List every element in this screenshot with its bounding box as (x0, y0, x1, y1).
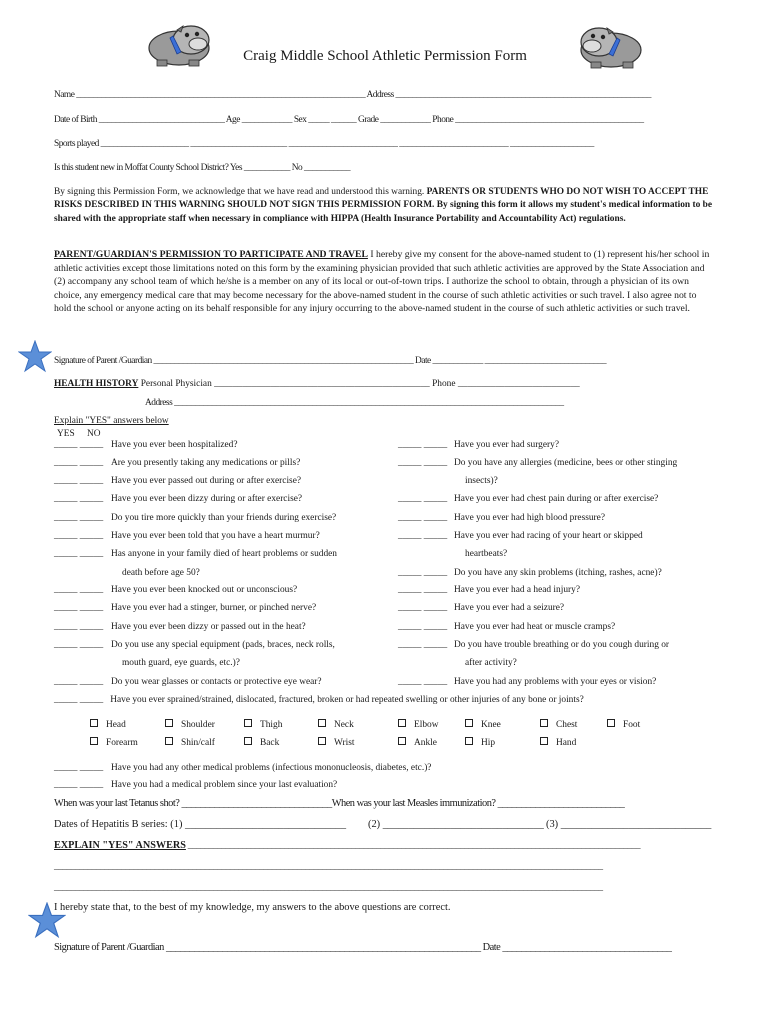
body-part-label: Foot (623, 720, 641, 730)
answer-blanks[interactable]: _____ _____ (54, 476, 104, 486)
question-text: Do you use any special equipment (pads, braces, neck rolls, (111, 640, 335, 650)
question-text: Have you ever been dizzy during or after exercise? (111, 494, 303, 504)
question-text: heartbeats? (465, 549, 508, 559)
yes-column-header: YES (57, 429, 75, 439)
question-row (398, 585, 580, 595)
explain-line-3[interactable]: ___________________________________________________________________________________________________________________________________ (54, 883, 603, 893)
answer-blanks[interactable]: _____ _____ (398, 531, 448, 541)
question-row (398, 531, 643, 541)
question-row (398, 603, 564, 613)
question-text: Have you had a medical problem since your last evaluation? (111, 780, 338, 790)
body-part-checkbox[interactable] (244, 737, 279, 748)
body-part-label: Back (260, 738, 280, 748)
warning-paragraph (54, 186, 714, 226)
body-part-label: Shoulder (181, 720, 215, 730)
explain-line-2[interactable]: ___________________________________________________________________________________________________________________________________ (54, 862, 603, 872)
checkbox-icon[interactable] (398, 737, 406, 745)
body-part-label: Thigh (260, 720, 283, 730)
immunization-dates-field[interactable]: When was your last Tetanus shot? ________________________________When was your last Measles immunization? ___________________________ (54, 798, 625, 809)
question-text: Do you have trouble breathing or do you cough during or (454, 640, 670, 650)
checkbox-icon[interactable] (540, 737, 548, 745)
answer-blanks[interactable]: _____ _____ (398, 622, 448, 632)
checkbox-icon[interactable] (318, 737, 326, 745)
body-part-checkbox[interactable] (90, 737, 138, 748)
checkbox-icon[interactable] (318, 719, 326, 727)
hepatitis-b-field-2[interactable]: (2) _______________________________ (368, 819, 544, 830)
explain-answers-heading: EXPLAIN "YES" ANSWERS (54, 840, 186, 851)
answer-blanks[interactable]: _____ _____ (54, 440, 104, 450)
body-part-checkbox[interactable] (165, 719, 215, 730)
question-row (54, 603, 316, 613)
question-text: Have you had any other medical problems (infectious mononucleosis, diabetes, etc.)? (111, 763, 432, 773)
checkbox-icon[interactable] (165, 719, 173, 727)
question-row (398, 677, 656, 687)
question-text: Have you ever had surgery? (454, 440, 559, 450)
no-column-header: NO (87, 429, 101, 439)
body-part-checkbox[interactable] (244, 719, 282, 730)
question-row (54, 622, 306, 632)
answer-blanks[interactable]: _____ _____ (54, 494, 104, 504)
answer-blanks[interactable]: _____ _____ (398, 677, 448, 687)
answer-blanks[interactable]: _____ _____ (398, 458, 448, 468)
name-address-field[interactable]: Name _____________________________________________________________________ Address _____________________________________________________________ (54, 90, 651, 100)
question-row (398, 622, 615, 632)
question-text: Have you ever been hospitalized? (111, 440, 238, 450)
checkbox-icon[interactable] (398, 719, 406, 727)
new-student-field[interactable]: Is this student new in Moffat County School District? Yes ___________ No ___________ (54, 163, 351, 173)
permission-heading: PARENT/GUARDIAN'S PERMISSION TO PARTICIPATE AND TRAVEL (54, 249, 368, 260)
question-text: Do you have any skin problems (itching, rashes, acne)? (454, 568, 662, 578)
body-part-label: Shin/calf (181, 738, 215, 748)
answer-blanks[interactable]: _____ _____ (54, 622, 104, 632)
question-row (465, 549, 507, 559)
dob-age-sex-grade-phone-field[interactable]: Date of Birth ______________________________ Age ____________ Sex _____ ______ Grade ____________ Phone _____________________________________________ (54, 115, 644, 125)
health-history-heading: HEALTH HISTORY (54, 379, 139, 389)
answer-blanks[interactable]: _____ _____ (398, 585, 448, 595)
hepatitis-b-series-label[interactable]: Dates of Hepatitis B series: (1) _______________________________ (54, 819, 347, 830)
question-text: Do you wear glasses or contacts or protective eye wear? (111, 677, 322, 687)
question-text: Have you ever been told that you have a heart murmur? (111, 531, 320, 541)
explain-line-1[interactable]: ____________________________________________________________________________________________________________ (185, 841, 640, 851)
answer-blanks[interactable]: _____ _____ (54, 677, 104, 687)
question-row (398, 568, 662, 578)
explain-yes-note: Explain "YES" answers below (54, 416, 169, 426)
question-text: Have you had any problems with your eyes or vision? (454, 677, 657, 687)
question-text: Have you ever been knocked out or unconscious? (111, 585, 298, 595)
checkbox-icon[interactable] (90, 719, 98, 727)
question-row (54, 531, 320, 541)
question-row (465, 658, 517, 668)
checkbox-icon[interactable] (244, 719, 252, 727)
question-row (398, 440, 559, 450)
answer-blanks[interactable]: _____ _____ (398, 640, 448, 650)
body-part-checkbox[interactable] (607, 719, 640, 730)
sports-played-field[interactable]: Sports played _____________________ _______________________ __________________________ __________________________ ____________________ (54, 139, 594, 149)
question-text: Do you tire more quickly than your friends during exercise? (111, 513, 337, 523)
question-text: death before age 50? (122, 568, 200, 578)
body-part-label: Neck (334, 720, 354, 730)
answer-blanks[interactable]: _____ _____ (398, 603, 448, 613)
checkbox-icon[interactable] (465, 719, 473, 727)
question-text: Have you ever had racing of your heart or skipped (454, 531, 643, 541)
body-part-checkbox[interactable] (465, 719, 501, 730)
question-row (122, 568, 200, 578)
answer-blanks[interactable]: _____ _____ (54, 763, 104, 773)
body-part-label: Chest (556, 720, 578, 730)
question-row (54, 494, 302, 504)
question-row (465, 476, 498, 486)
warning-text: By signing this Permission Form, we acknowledge that we have read and understood this warning. (54, 187, 427, 197)
question-row (398, 458, 677, 468)
body-part-label: Ankle (414, 738, 437, 748)
body-part-checkbox[interactable] (540, 737, 576, 748)
answer-blanks[interactable]: _____ _____ (54, 513, 104, 523)
answer-blanks[interactable]: _____ _____ (398, 494, 448, 504)
question-text: Have you ever had a head injury? (454, 585, 580, 595)
checkbox-icon[interactable] (540, 719, 548, 727)
answer-blanks[interactable]: _____ _____ (54, 549, 104, 559)
body-part-checkbox[interactable] (318, 737, 354, 748)
sprain-question (54, 695, 584, 705)
question-text: mouth guard, eye guards, etc.)? (122, 658, 240, 668)
checkbox-icon[interactable] (165, 737, 173, 745)
question-row (54, 585, 297, 595)
question-row (54, 458, 300, 468)
checkbox-icon[interactable] (90, 737, 98, 745)
body-part-checkbox[interactable] (465, 737, 495, 748)
body-part-checkbox[interactable] (318, 719, 354, 730)
body-part-label: Wrist (334, 738, 355, 748)
question-row (398, 513, 605, 523)
question-text: Have you ever had a seizure? (454, 603, 565, 613)
question-row (122, 658, 240, 668)
question-row (54, 476, 301, 486)
permission-text: I hereby give my consent for the above-named student to (1) represent his/her school in athletic activities except those limitations noted on this form by the examining physician provided that such athletic activities are approved by the State Association and (2) accompany any school team of which he/she is a member on any of its local or out-of-town trips. I authorize the school to obtain, through a physician of its own choice, any emergency medical care that may become necessary for the above-named student in the course of such athletic activities or such travel. I also agree not to hold the school or anyone acting on its behalf responsible for any injury occurring to the above-named student in the course of such athletic activities or such travel. (54, 249, 710, 315)
answer-blanks[interactable]: _____ _____ (54, 531, 104, 541)
physician-phone-field[interactable]: Personal Physician ______________________________________________ Phone __________________________ (138, 379, 580, 389)
question-row (54, 640, 335, 650)
question-text: Have you ever had a stinger, burner, or pinched nerve? (111, 603, 317, 613)
question-text: Have you ever sprained/strained, dislocated, fractured, broken or had repeated swelling or other injuries of any bone or joints? (110, 695, 584, 705)
body-part-label: Head (106, 720, 126, 730)
answer-blanks[interactable]: _____ _____ (54, 585, 104, 595)
question-row (54, 780, 337, 790)
body-part-checkbox[interactable] (398, 719, 438, 730)
answer-blanks[interactable]: _____ _____ (54, 780, 104, 790)
body-part-label: Elbow (414, 720, 439, 730)
answer-blanks[interactable]: _____ _____ (54, 603, 104, 613)
body-part-label: Hand (556, 738, 577, 748)
checkbox-icon[interactable] (244, 737, 252, 745)
explain-answers-row (54, 840, 640, 851)
question-text: after activity? (465, 658, 517, 668)
answer-blanks[interactable]: _____ _____ (398, 440, 448, 450)
form-title: Craig Middle School Athletic Permission Form (243, 48, 527, 64)
question-text: Have you ever had heat or muscle cramps? (454, 622, 616, 632)
answer-blanks[interactable]: _____ _____ (54, 640, 104, 650)
hepatitis-b-field-3[interactable]: (3) _____________________________ (546, 819, 712, 830)
answer-blanks[interactable]: _____ _____ (54, 695, 104, 705)
physician-address-field[interactable]: Address _____________________________________________________________________________________________ (145, 398, 564, 408)
star-icon (18, 340, 52, 374)
question-text: insects)? (465, 476, 498, 486)
question-text: Do you have any allergies (medicine, bees or other stinging (454, 458, 678, 468)
answer-blanks[interactable]: _____ _____ (398, 568, 448, 578)
question-row (54, 440, 238, 450)
parent-signature-line-2[interactable]: Signature of Parent /Guardian ___________________________________________________________________ Date ____________________________________ (54, 942, 672, 953)
body-part-label: Knee (481, 720, 501, 730)
question-text: Has anyone in your family died of heart problems or sudden (111, 549, 337, 559)
question-row (54, 513, 336, 523)
body-part-checkbox[interactable] (540, 719, 577, 730)
body-part-checkbox[interactable] (398, 737, 437, 748)
body-part-label: Forearm (106, 738, 138, 748)
parent-signature-line[interactable]: Signature of Parent /Guardian ______________________________________________________________ Date ____________ _____________________________ (54, 356, 607, 366)
health-history-row (54, 379, 580, 389)
question-row (398, 640, 669, 650)
warning-bold-text: PARENTS OR STUDENTS WHO DO NOT WISH TO ACCEPT THE RISKS DESCRIBED IN THIS WARNING SHOULD NOT SIGN THIS PERMISSION FORM. By signing this form it allows my student's medical information to be shared with the appropriate staff when necessary in compliance with HIPPA (Health Insurance Portability and Accountability Act) regulations. (54, 187, 713, 224)
question-text: Have you ever had chest pain during or after exercise? (454, 494, 659, 504)
checkbox-icon[interactable] (465, 737, 473, 745)
body-part-label: Hip (481, 738, 496, 748)
statement-text: I hereby state that, to the best of my knowledge, my answers to the above questions are correct. (54, 902, 451, 913)
question-row (54, 677, 322, 687)
body-part-checkbox[interactable] (90, 719, 126, 730)
question-text: Are you presently taking any medications or pills? (111, 458, 301, 468)
question-row (54, 549, 337, 559)
question-row (54, 763, 431, 773)
question-text: Have you ever passed out during or after exercise? (111, 476, 302, 486)
question-text: Have you ever been dizzy or passed out in the heat? (111, 622, 306, 632)
answer-blanks[interactable]: _____ _____ (398, 513, 448, 523)
question-text: Have you ever had high blood pressure? (454, 513, 605, 523)
answer-blanks[interactable]: _____ _____ (54, 458, 104, 468)
checkbox-icon[interactable] (607, 719, 615, 727)
body-part-checkbox[interactable] (165, 737, 215, 748)
question-row (398, 494, 658, 504)
permission-paragraph (54, 248, 714, 316)
